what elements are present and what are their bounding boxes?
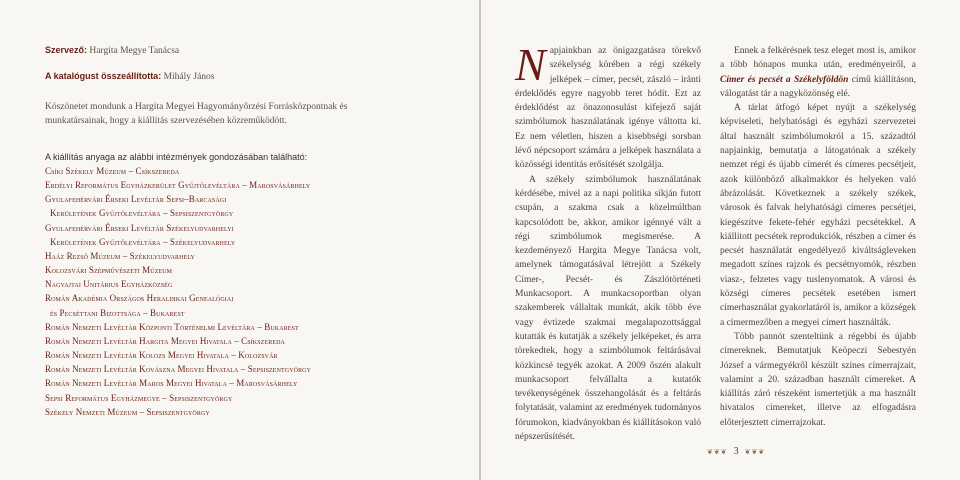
acknowledgement-text: Köszönetet mondunk a Hargita Megyei Hagyományőrzési Forrásközpontnak és munkatársainak, hogy a kiállítás szervezésében közreműködött. <box>45 102 348 126</box>
institution-item: Román Akadémia Országos Heraldikai Genealógiai <box>45 293 234 304</box>
organizer-value: Hargita Megye Tanácsa <box>89 46 180 56</box>
institutions-list <box>45 164 311 419</box>
drop-cap: N <box>515 39 546 90</box>
exhibition-text-b: című kiállításon, válogatást tár a nagyközönség elé. <box>720 74 916 99</box>
organizer-label: Szervező: <box>45 45 88 55</box>
intro-text: apjainkban az önigazgatásra törekvő székelység körében a régi székely jelképek – címer, pecsét, zászló – iránti érdeklődés egyre nagyobb teret hódít. Ezt az érdeklődést az önazonosulást kifejező saját szimbólumok használatának igénye váltotta ki. Ez nem véletlen, hiszen a kisebbségi sorsban lévő népcsoport számára a jelképek használata a közösségi identitás erősítését szolgálja. <box>515 46 701 171</box>
institution-item: Román Nemzeti Levéltár Hargita Megyei Hivatala – Csíkszereda <box>45 335 285 346</box>
catalog-label: A katalógust összeállította: <box>45 71 162 81</box>
text-column-1 <box>515 39 701 444</box>
working-group-paragraph: A székely szimbólumok használatának kérdésébe, mivel az a napi politika síkján futott csupán, a szakma csak a közelmúltban kapcsolódott be, akkor, amikor igénnyé vált a régi szimbólumok megismerése. A kezdeményező Hargita Megye Tanácsa volt, amelynek támogatásával létrejött a Székely Címer-, Pecsét- és Zászlótörténeti Munkacsoport. A munkacsoportban olyan szakemberek vállaltak munkát, akik több éve vagy évtizede szakmai megalapozottsággal kutatták és kutatják a székely jelképeket, és arra törekedtek, hogy a szimbólumok feltárásával közkincsé tegyék azokat. A 2009 őszén alakult munkacsoport felvállalta a kutatók tevékenységének összehangolását és a feltárás folytatását, valamint az eredmények tudományos fórumokon, kiadványokban és kiállításokon való népszerűsítését. <box>515 174 701 443</box>
institution-item: Román Nemzeti Levéltár Kolozs Megyei Hivatala – Kolozsvár <box>45 350 278 361</box>
institution-item: Gyulafehérvári Érseki Levéltár Sepsi–Barcasági <box>45 194 227 205</box>
institution-item: Román Nemzeti Levéltár Központi Történelmi Levéltára – Bukarest <box>45 321 299 332</box>
organizer-line <box>45 45 179 56</box>
institution-item: és Pecséttani Bizottsága – Bukarest <box>50 307 185 318</box>
institution-item: Kerületének Gyűjtőlevéltára – Székelyudvarhely <box>50 236 236 247</box>
institution-item: Kerületének Gyűjtőlevéltára – Sepsiszentgyörgy <box>50 208 234 219</box>
exhibition-title: Címer és pecsét a Székelyföldön <box>720 74 849 85</box>
institution-item: Sepsi Református Egyházmegye – Sepsiszentgyörgy <box>45 392 233 403</box>
exhibition-text-a: Ennek a felkérésnek tesz eleget most is, amikor a több hónapos munka után, eredményeiről, a <box>720 46 916 71</box>
left-page <box>0 0 479 480</box>
institution-item: Román Nemzeti Levéltár Maros Megyei Hivatala – Marosvásárhely <box>45 378 298 389</box>
institution-item: Román Nemzeti Levéltár Kovászna Megyei Hivatala – Sepsiszentgyörgy <box>45 364 312 375</box>
page-number-footer <box>707 446 765 457</box>
institution-item: Gyulafehérvári Érseki Levéltár Székelyudvarhelyi <box>45 222 234 233</box>
overview-paragraph: A tárlat átfogó képet nyújt a székelység képviseleti, helyhatósági és egyházi szervezetei által használt szimbólumokról a 15. századtól napjainkig, bemutatja a látogatónak a székely nemzet régi és újabb címerét és címeres pecsétjeit, azok különböző alkalmakkor és helyeken való ábrázolását. Következnek a székely székek, városok és falvak helyhatósági címeres pecsétjei, kiegészítve fekete-fehér egyházi pecsétekkel. A kiállított pecsétek reprodukciók, részben a címer és pecsét használatát engedélyező kiváltságleveken megadott színes rajzok és pecsétnyomók, részben viasz-, felzetes vagy tuslenyomatok. A városi és községi címeres pecsétek esetében ismert címerhasználat gyakorlatáról is, amikor a községek a címermezőben a megyei címert használták. <box>720 103 916 328</box>
institution-item: Nagyajtai Unitárius Egyházközség <box>45 279 173 290</box>
catalog-value: Mihály János <box>163 72 215 82</box>
catalog-line <box>45 71 215 82</box>
ornament-right-icon: ❦❦❦ <box>744 447 766 456</box>
institution-item: Csíki Székely Múzeum – Csíkszereda <box>45 166 180 176</box>
intro-paragraph <box>515 39 701 173</box>
ornament-left-icon: ❦❦❦ <box>707 447 728 456</box>
panels-paragraph: Több pannót szenteltünk a régebbi és újabb címereknek. Bemutatjuk Keöpeczi Sebestyén József a vármegyékről készült színes címerrajzait, valamint a 20. században használt címereket. A kiállítás záró részeként ismertetjük a ma használt hivatalos címereket, illetve az elfogadásra előterjesztett címerrajzokat. <box>720 331 916 428</box>
right-page <box>481 0 960 480</box>
institution-item: Haáz Rezső Múzeum – Székelyudvarhely <box>45 250 195 261</box>
institution-item: Erdélyi Református Egyházkerület Gyűjtőlevéltára – Marosvásárhely <box>45 180 311 191</box>
institutions-heading: A kiállítás anyaga az alábbi intézmények gondozásában található: <box>45 152 308 162</box>
text-column-2 <box>720 44 916 430</box>
page-number: 3 <box>733 446 739 457</box>
institution-item: Székely Nemzeti Múzeum – Sepsiszentgyörgy <box>45 406 210 417</box>
institution-item: Kolozsvári Szépművészeti Múzeum <box>45 265 173 276</box>
exhibition-paragraph <box>720 44 916 101</box>
